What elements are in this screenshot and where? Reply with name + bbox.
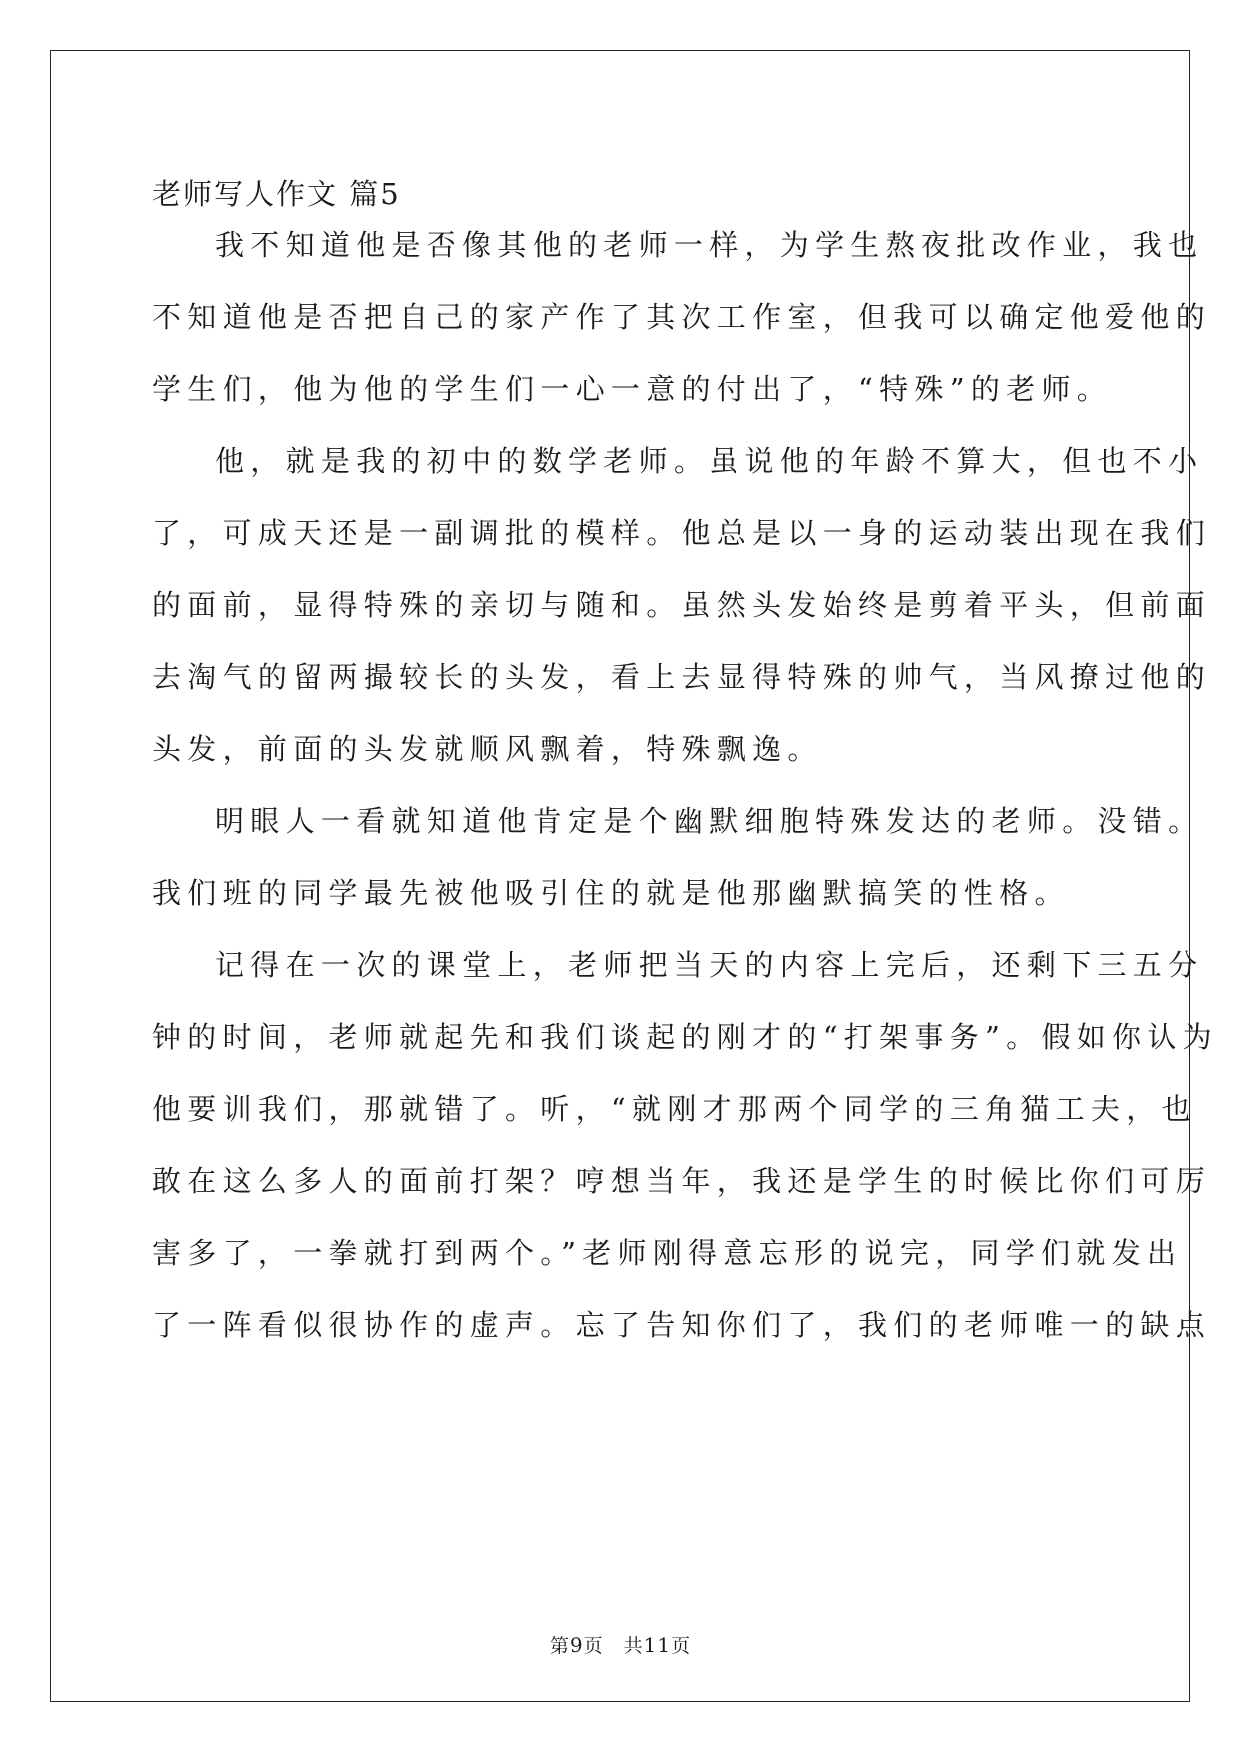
text-line: 敢在这么多人的面前打架？哼想当年，我还是学生的时候比你们可厉 (152, 1164, 1212, 1198)
text-line: 他，就是我的初中的数学老师。虽说他的年龄不算大，但也不小 (215, 444, 1204, 478)
text-line: 了，可成天还是一副调批的模样。他总是以一身的运动装出现在我们 (152, 516, 1212, 550)
text-line: 的面前，显得特殊的亲切与随和。虽然头发始终是剪着平头，但前面 (152, 588, 1212, 622)
footer-prefix: 第 (549, 1635, 570, 1657)
text-line: 记得在一次的课堂上，老师把当天的内容上完后，还剩下三五分 (215, 948, 1204, 982)
text-line: 他要训我们，那就错了。听，“就刚才那两个同学的三角猫工夫，也 (152, 1092, 1197, 1126)
text-line: 钟的时间，老师就起先和我们谈起的刚才的“打架事务”。假如你认为 (152, 1020, 1218, 1054)
text-line: 明眼人一看就知道他肯定是个幽默细胞特殊发达的老师。没错。 (215, 804, 1204, 838)
page-number-total: 11 (643, 1633, 672, 1657)
page-number-current: 9 (569, 1633, 584, 1657)
text-line: 头发，前面的头发就顺风飘着，特殊飘逸。 (152, 732, 823, 766)
text-line: 去淘气的留两撮较长的头发，看上去显得特殊的帅气，当风撩过他的 (152, 660, 1212, 694)
text-line: 了一阵看似很协作的虚声。忘了告知你们了，我们的老师唯一的缺点 (152, 1308, 1212, 1342)
text-line: 不知道他是否把自己的家产作了其次工作室，但我可以确定他爱他的 (152, 300, 1212, 334)
text-line: 我们班的同学最先被他吸引住的就是他那幽默搞笑的性格。 (152, 876, 1070, 910)
document-title: 老师写人作文 篇5 (152, 177, 401, 211)
footer-mid: 页 共 (583, 1635, 644, 1657)
text-line: 我不知道他是否像其他的老师一样，为学生熬夜批改作业，我也 (215, 228, 1204, 262)
page-footer (0, 1631, 1241, 1658)
text-line: 学生们，他为他的学生们一心一意的付出了，“特殊”的老师。 (152, 372, 1113, 406)
footer-suffix: 页 (671, 1635, 692, 1657)
text-line: 害多了，一拳就打到两个。”老师刚得意忘形的说完，同学们就发出 (152, 1236, 1183, 1270)
